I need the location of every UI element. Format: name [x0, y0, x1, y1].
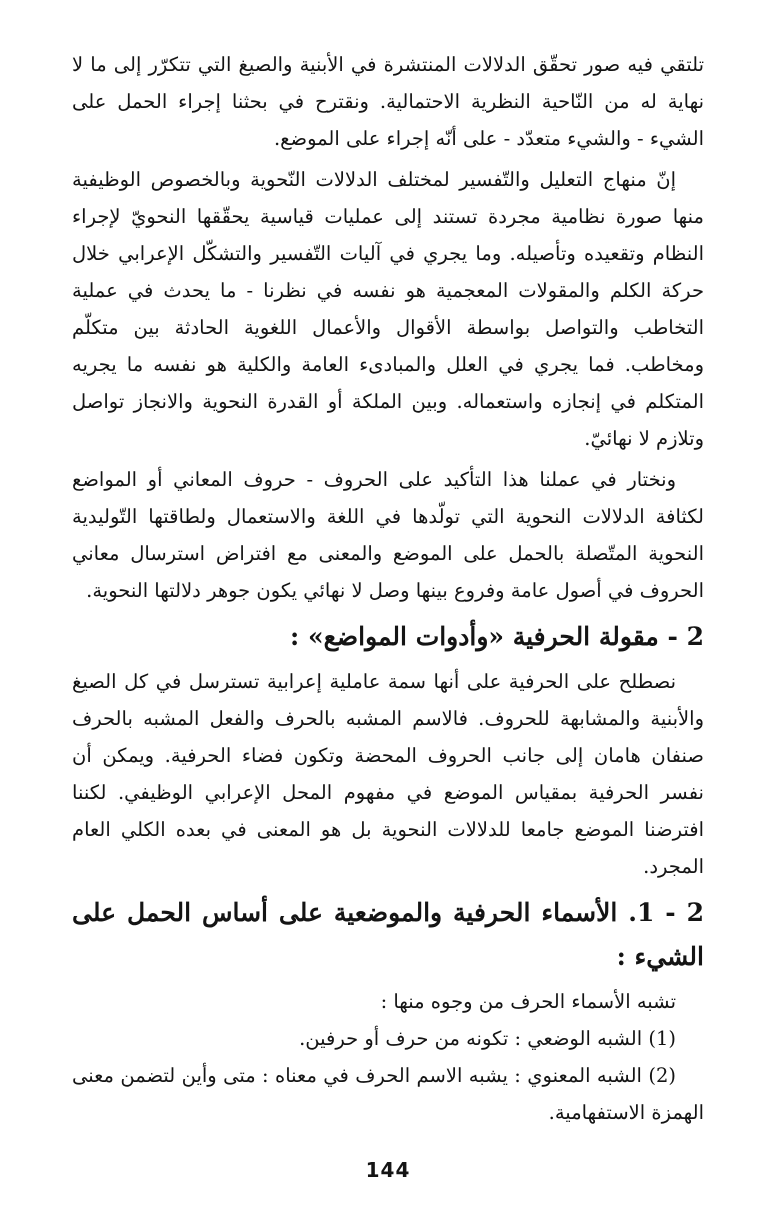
paragraph-continuation: تلتقي فيه صور تحقّق الدلالات المنتشرة في الأبنية والصيغ التي تتكرّر إلى ما لا نهاية له من النّاحية النظرية الاحتمالية. ونقترح في بحثنا إجراء الحمل على الشيء - والشيء متعدّد - على أنّه إجراء على الموضع. [72, 53, 704, 150]
section-heading-2: 2 - مقولة الحرفية «وأدوات المواضع» : [290, 622, 704, 651]
section-heading-2-1: 2 - 1. الأسماء الحرفية والموضعية على أساس الحمل على الشيء : [72, 898, 704, 971]
page-number: 144 [365, 1158, 411, 1182]
paragraph-letters-focus: ونختار في عملنا هذا التأكيد على الحروف - حروف المعاني أو المواضع لكثافة الدلالات النحوية التي تولّدها في اللغة والاستعمال ولطاقتها التّوليدية النحوية المتّصلة بالحمل على الموضع والمعنى مع افتراض استرسال معاني الحروف في أصول عامة وفروع بينها وصل لا نهائي يكون جوهر دلالتها النحوية. [72, 468, 704, 602]
list-item-2: (2) الشبه المعنوي : يشبه الاسم الحرف في معناه : متى وأين لتضمن معنى الهمزة الاستفهامية. [72, 1064, 704, 1124]
paragraph-harfiyya: نصطلح على الحرفية على أنها سمة عاملية إعرابية تسترسل في كل الصيغ والأبنية والمشابهة للحروف. فالاسم المشبه بالحرف والفعل المشبه بالحرف صنفان هامان إلى جانب الحروف المحضة وتكون فضاء الحرفية. ويمكن أن نفسر الحرفية بمقياس الموضع في مفهوم المحل الإعرابي الوظيفي. لكننا افترضنا الموضع جامعا للدلالات النحوية بل هو المعنى في بعده الكلي العام المجرد. [72, 670, 704, 878]
list-intro: تشبه الأسماء الحرف من وجوه منها : [380, 990, 676, 1013]
list-item-1: (1) الشبه الوضعي : تكونه من حرف أو حرفين. [299, 1027, 676, 1050]
document-page [72, 46, 704, 1131]
paragraph-methodology: إنّ منهاج التعليل والتّفسير لمختلف الدلالات النّحوية وبالخصوص الوظيفية منها صورة نظامية مجردة تستند إلى عمليات قياسية يحقّقها النحويّ لإجراء النظام وتقعيده وتأصيله. وما يجري في آليات التّفسير والتشكّل الإعرابي خلال حركة الكلم والمقولات المعجمية هو نفسه في نظرنا - ما يحدث في عملية التخاطب والتواصل بواسطة الأقوال والأعمال اللغوية الحادثة بين متكلّم ومخاطب. فما يجري في العلل والمبادىء العامة والكلية هو نفسه ما يجريه المتكلم في إنجازه واستعماله. وبين الملكة أو القدرة النحوية والانجاز تواصل وتلازم لا نهائيّ. [72, 168, 704, 450]
resemblance-list [72, 983, 704, 1131]
